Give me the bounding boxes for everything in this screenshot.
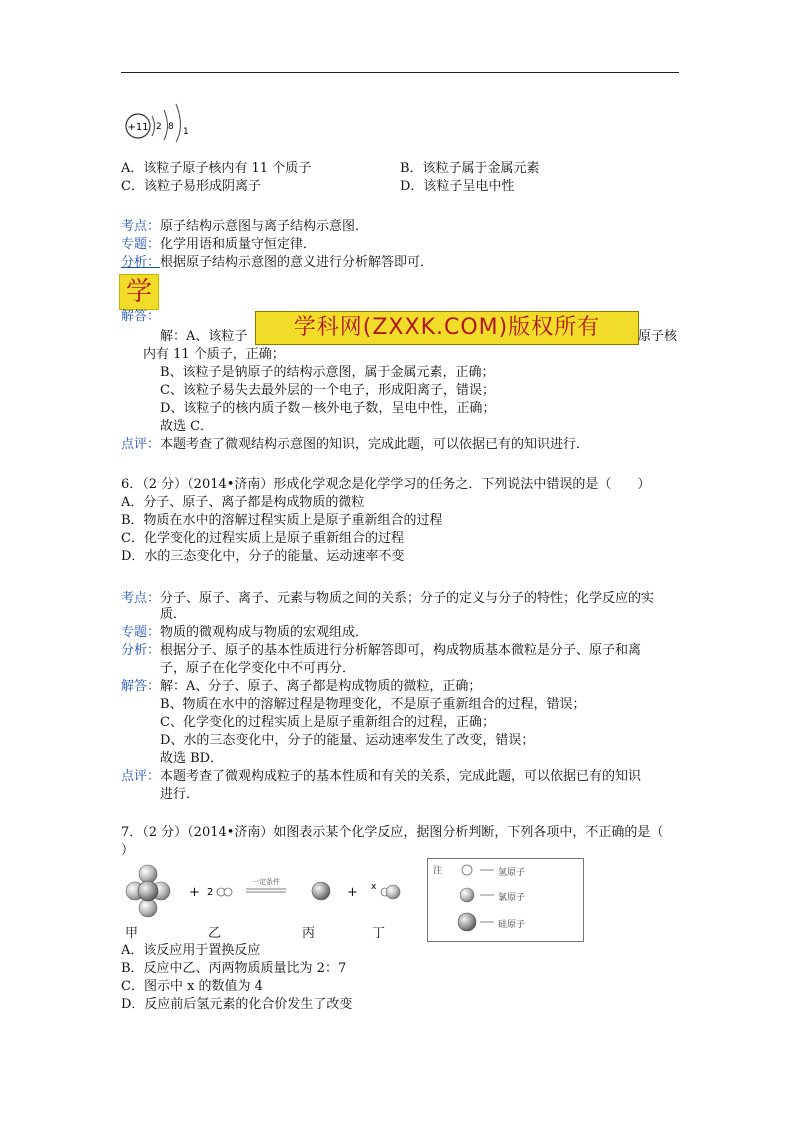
shell-electrons-3: 1 [183, 127, 189, 137]
atom-structure-diagram [118, 98, 198, 142]
q5-jieda-line-6: 故选 C． [160, 419, 214, 434]
zhuanti-label: 专题： [121, 237, 161, 252]
q5-kaodian: 考点：原子结构示意图与离子结构示意图． [121, 219, 369, 234]
legend-title: 注 [433, 866, 443, 876]
reaction-condition: 一定条件 [252, 878, 280, 886]
legend-chlorine: 氯原子 [498, 893, 526, 903]
q6-option-a: A．分子、原子、离子都是构成物质的微粒 [121, 495, 365, 510]
q6-jieda-line-2: B、物质在水中的溶解过程是物理变化，不是原子重新组合的过程，错误； [160, 697, 586, 712]
q6-dianping-cont: 进行． [160, 787, 200, 802]
label-yi: 乙 [208, 926, 222, 941]
q5-jieda-line-2: 内有 11 个质子，正确； [143, 347, 285, 362]
nucleus-charge: +11 [127, 122, 149, 133]
molecule-yi [217, 888, 232, 896]
shell-arc-1 [152, 116, 155, 136]
q7-stem: 7．（2 分）（2014•济南）如图表示某个化学反应，据图分析判断，下列各项中，不正确的是（ [121, 825, 664, 840]
shell-arc-3 [176, 104, 181, 142]
legend-hydrogen-icon [462, 865, 472, 875]
q5-jieda-line-1a: 解：A、该粒子 [160, 329, 248, 344]
q6-kaodian-cont: 质． [160, 607, 187, 622]
coef-yi: 2 [207, 887, 214, 898]
shell-arc-2 [164, 110, 168, 140]
q6-jieda-line-3: C、化学变化的过程实质上是原子重新组合的过程，正确； [160, 715, 495, 730]
q5-dianping: 点评：本题考查了微观结构示意图的知识，完成此题，可以依据已有的知识进行． [121, 437, 590, 452]
q7-option-d: D．反应前后氢元素的化合价发生了改变 [121, 997, 353, 1012]
plus-sign-2: + [347, 885, 358, 900]
header-rule [121, 72, 679, 73]
label-bing: 丙 [302, 926, 316, 941]
coef-ding: x [371, 882, 377, 892]
legend-hydrogen: 氢原子 [498, 868, 526, 878]
q6-fenxi: 分析：根据分子、原子的基本性质进行分析解答即可，构成物质基本微粒是分子、原子和离 [121, 643, 642, 658]
q7-option-b: B．反应中乙、丙两物质质量比为 2：7 [121, 961, 347, 976]
q7-stem-cont: ） [121, 843, 135, 858]
shell-electrons-1: 2 [156, 122, 162, 132]
legend-silicon: 硅原子 [498, 920, 526, 930]
legend-symbols [456, 863, 496, 939]
q5-jieda-line-3: B、该粒子是钠原子的结构示意图，属于金属元素，正确； [160, 365, 495, 380]
q6-option-d: D．水的三态变化中，分子的能量、运动速率不变 [121, 549, 405, 564]
kaodian-label: 考点： [121, 219, 161, 234]
q6-jieda: 解答：解：A、分子、原子、离子都是构成物质的微粒，正确； [121, 679, 482, 694]
molecule-bing [312, 882, 330, 900]
watermark-stamp: 学 [119, 274, 159, 310]
q6-fenxi-cont: 子，原子在化学变化中不可再分． [160, 661, 356, 676]
q5-jieda-line-4: C、该粒子易失去最外层的一个电子，形成阳离子，错误； [160, 383, 495, 398]
q5-jieda-line-5: D、该粒子的核内质子数－核外电子数，呈电中性，正确； [160, 401, 496, 416]
q6-option-c: C．化学变化的过程实质上是原子重新组合的过程 [121, 531, 404, 546]
molecule-ding [381, 885, 400, 899]
q5-fenxi: 分析：根据原子结构示意图的意义进行分析解答即可． [121, 255, 434, 270]
q5-option-d: D．该粒子呈电中性 [400, 179, 515, 194]
q5-option-c: C．该粒子易形成阴离子 [121, 179, 261, 194]
q5-option-b: B．该粒子属于金属元素 [400, 161, 540, 176]
legend-box [427, 858, 584, 942]
shell-electrons-2: 8 [168, 122, 174, 132]
q5-jieda-line-1b: 原子核 [638, 329, 678, 344]
q7-option-a: A．该反应用于置换反应 [121, 943, 261, 958]
q5-jieda-label: 解答： [121, 309, 161, 324]
q6-stem: 6．（2 分）（2014•济南）形成化学观念是化学学习的任务之．下列说法中错误的是（ ） [121, 477, 651, 492]
label-ding: 丁 [372, 926, 386, 941]
q7-option-c: C．图示中 x 的数值为 4 [121, 979, 263, 994]
fenxi-label: 分析： [121, 255, 161, 270]
q6-option-b: B．物质在水中的溶解过程实质上是原子重新组合的过程 [121, 513, 443, 528]
q6-jieda-line-5: 故选 BD． [160, 751, 224, 766]
q6-dianping: 点评：本题考查了微观构成粒子的基本性质和有关的关系，完成此题，可以依据已有的知识 [121, 769, 642, 784]
q6-zhuanti: 专题：物质的微观构成与物质的宏观组成． [121, 625, 369, 640]
copyright-watermark: 学科网(ZXXK.COM)版权所有 [255, 311, 639, 345]
label-jia: 甲 [125, 926, 139, 941]
q5-zhuanti: 专题：化学用语和质量守恒定律． [121, 237, 317, 252]
q6-jieda-line-4: D、水的三态变化中，分子的能量、运动速率发生了改变，错误； [160, 733, 535, 748]
q5-option-a: A．该粒子原子核内有 11 个质子 [121, 161, 312, 176]
legend-chlorine-icon [460, 888, 474, 902]
legend-silicon-icon [458, 913, 476, 931]
q6-kaodian: 考点：分子、原子、离子、元素与物质之间的关系；分子的定义与分子的特性；化学反应的实 [121, 591, 655, 606]
molecule-jia [126, 865, 170, 917]
plus-sign-1: + [189, 885, 200, 900]
